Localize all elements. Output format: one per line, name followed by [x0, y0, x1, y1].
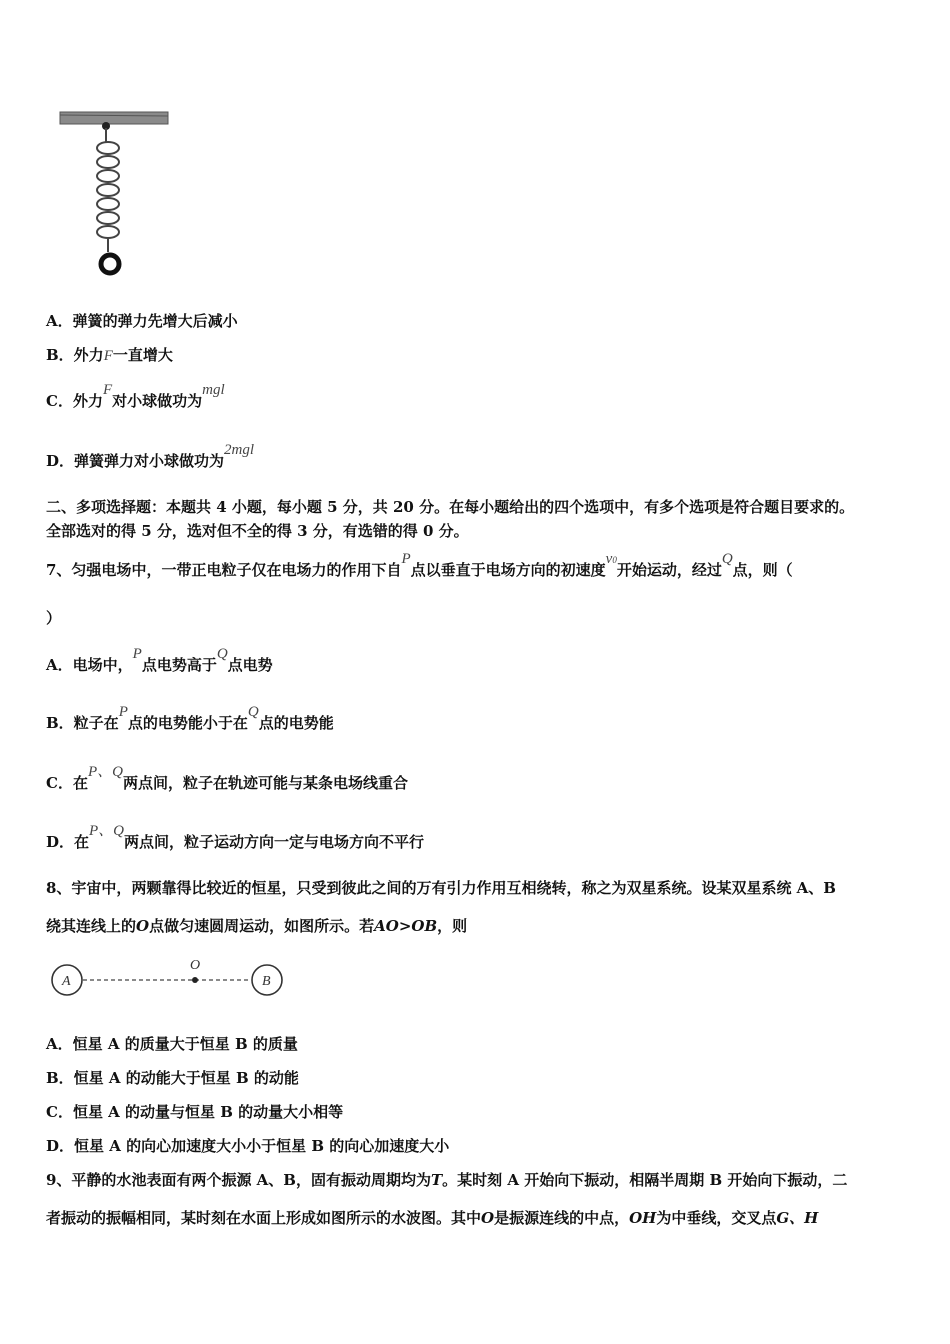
q8-line2-mid: 点做匀速圆周运动，如图所示。若 [149, 917, 375, 935]
q7-option-b-mid: 点的电势能小于在 [127, 714, 248, 732]
q9-line1-prefix: 9、平静的水池表面有两个振源 A、B，固有振动周期均为 [46, 1171, 431, 1189]
q6-option-a [46, 311, 238, 331]
q7-stem-1: 7、匀强电场中，一带正电粒子仅在电场力的作用下自 [46, 561, 402, 579]
var-p: P [118, 704, 128, 720]
q9-line2-prefix: 者振动的振幅相同，某时刻在水面上形成如图所示的水波图。其中 [46, 1209, 482, 1227]
q7-option-c-prefix: C．在 [46, 774, 88, 792]
q7-option-b-prefix: B．粒子在 [46, 714, 119, 732]
q7-stem [46, 551, 793, 582]
q7-option-b [46, 704, 334, 734]
q7-stem-close: ） [46, 609, 62, 627]
var-pq: P、Q [89, 823, 125, 839]
expr-2mgl: 2mgl [224, 442, 255, 458]
q7-option-a-suffix: 点电势 [227, 656, 273, 674]
q6-option-b-suffix: 一直增大 [112, 346, 173, 364]
var-q: Q [216, 646, 228, 662]
binary-star-figure [48, 952, 293, 1002]
var-v0-main: v [605, 551, 613, 567]
q9-stem-line2 [46, 1208, 818, 1228]
var-t: T [430, 1171, 443, 1189]
var-v0-sub: 0 [612, 555, 617, 565]
q7-option-a-mid: 点电势高于 [141, 656, 217, 674]
q6-option-a-text: A．弹簧的弹力先增大后减小 [46, 312, 238, 330]
ball [101, 255, 119, 273]
q8-option-d: D．恒星 A 的向心加速度大小小于恒星 B 的向心加速度大小 [46, 1137, 450, 1155]
q6-option-c-mid: 对小球做功为 [112, 392, 203, 410]
ceiling-bar [60, 112, 168, 124]
q8-stem-line2 [46, 916, 467, 936]
star-a-label: A [62, 974, 71, 989]
q7-option-b-suffix: 点的电势能 [258, 714, 334, 732]
q8-condition: AO>OB [374, 917, 438, 935]
var-q: Q [247, 704, 259, 720]
q9-line2-mid: 是振源连线的中点， [494, 1209, 630, 1227]
q7-option-d-prefix: D．在 [46, 833, 90, 851]
var-o: O [481, 1209, 495, 1227]
q7-option-a [46, 646, 273, 676]
var-q: Q [721, 551, 733, 567]
q7-option-d-suffix: 两点间，粒子运动方向一定与电场方向不平行 [124, 833, 425, 851]
q7-option-a-prefix: A．电场中， [46, 656, 133, 674]
q8-option-a: A．恒星 A 的质量大于恒星 B 的质量 [46, 1035, 298, 1053]
section2-line2: 全部选对的得 5 分，选对但不全的得 3 分，有选错的得 0 分。 [46, 522, 469, 540]
center-label-o: O [190, 958, 201, 973]
var-v0 [606, 549, 617, 570]
q6-option-d [46, 442, 255, 472]
var-oh: OH [629, 1209, 657, 1227]
q7-option-c [46, 764, 408, 794]
var-gh: G、H [776, 1209, 819, 1227]
q6-option-b [46, 345, 173, 366]
q8-option-b: B．恒星 A 的动能大于恒星 B 的动能 [46, 1069, 299, 1087]
spring-ball-figure [58, 106, 173, 282]
var-p: P [132, 646, 142, 662]
q6-option-b-prefix: B．外力 [46, 346, 104, 364]
q6-option-c-prefix: C．外力 [46, 392, 103, 410]
q8-line2-prefix: 绕其连线上的 [46, 917, 137, 935]
var-o: O [136, 917, 150, 935]
q6-option-d-prefix: D．弹簧弹力对小球做功为 [46, 452, 225, 470]
q9-line2-mid2: 为中垂线，交叉点 [656, 1209, 777, 1227]
q7-option-c-suffix: 两点间，粒子在轨迹可能与某条电场线重合 [122, 774, 408, 792]
q8-line2-suffix: ，则 [437, 917, 468, 935]
section2-line1: 二、多项选择题：本题共 4 小题，每小题 5 分，共 20 分。在每小题给出的四个选项中，有多个选项是符合题目要求的。 [46, 498, 855, 516]
star-b-label: B [262, 974, 271, 989]
q6-option-c [46, 382, 225, 412]
q8-stem-line1: 8、宇宙中，两颗靠得比较近的恒星，只受到彼此之间的万有引力作用互相绕转，称之为双星系统。设某双星系统 A、B [46, 879, 836, 897]
q7-option-d [46, 823, 425, 853]
q7-stem-4: 点，则（ [732, 561, 793, 579]
q8-option-c: C．恒星 A 的动量与恒星 B 的动量大小相等 [46, 1103, 344, 1121]
expr-mgl: mgl [202, 382, 225, 398]
q9-stem-line1 [46, 1170, 847, 1190]
q7-stem-3: 开始运动，经过 [616, 561, 722, 579]
q7-stem-2: 点以垂直于电场方向的初速度 [410, 561, 606, 579]
var-p: P [401, 551, 411, 567]
var-f: F [102, 382, 113, 398]
var-f: F [103, 348, 113, 364]
var-pq: P、Q [87, 764, 123, 780]
spring-coil [97, 128, 119, 252]
center-point-o [192, 977, 198, 983]
q9-line1-suffix: 。某时刻 A 开始向下振动，相隔半周期 B 开始向下振动，二 [442, 1171, 848, 1189]
